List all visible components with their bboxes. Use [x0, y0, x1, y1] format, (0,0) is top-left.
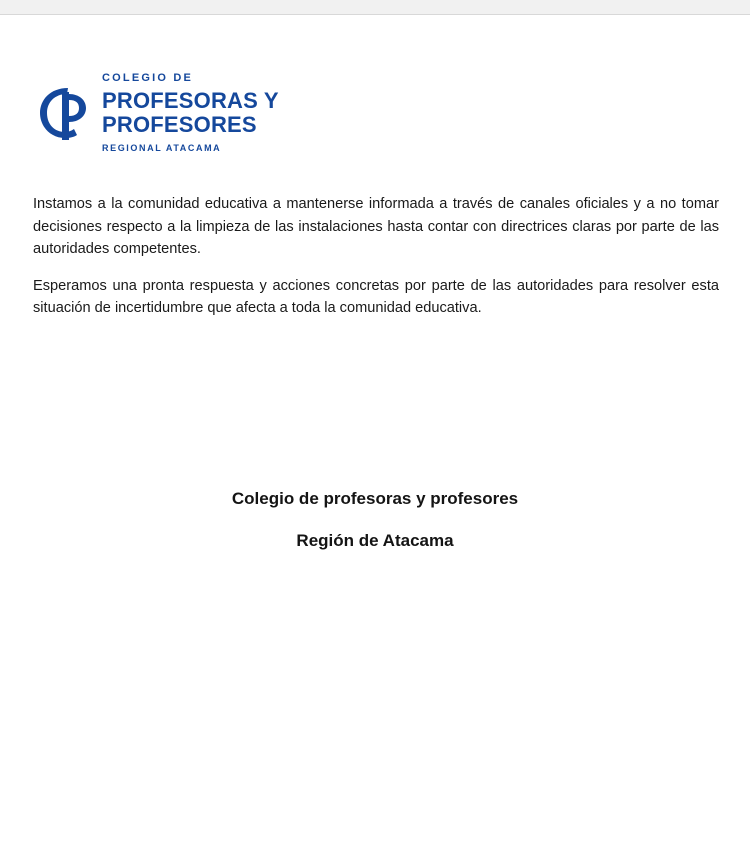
- logo-line-profesoras: PROFESORAS Y: [102, 88, 279, 113]
- logo-wordmark: [102, 73, 279, 153]
- page-separator: [0, 0, 750, 15]
- logo-line-regional: REGIONAL ATACAMA: [102, 142, 222, 153]
- signature-organization: Colegio de profesoras y profesores: [231, 489, 519, 508]
- logo-line-profesores: PROFESORES: [102, 111, 257, 137]
- document-page: [0, 15, 750, 847]
- paragraph-2: Esperamos una pronta respuesta y acciones concretas por parte de las autoridades para resolver esta situación de incertidumbre que afecta a toda la comunidad educativa.: [33, 277, 719, 317]
- document-body: [33, 193, 719, 334]
- cp-monogram-icon: [34, 82, 92, 144]
- organization-logo: [34, 73, 279, 153]
- logo-line-colegio-de: COLEGIO DE: [102, 72, 194, 84]
- paragraph-1: Instamos a la comunidad educativa a mantenerse informada a través de canales oficiales y a no tomar decisiones respecto a la limpieza de las instalaciones hasta contar con directrices claras por parte de las autoridades competentes.: [33, 196, 719, 258]
- signature-region: Región de Atacama: [296, 531, 454, 550]
- document-signature: [0, 489, 750, 551]
